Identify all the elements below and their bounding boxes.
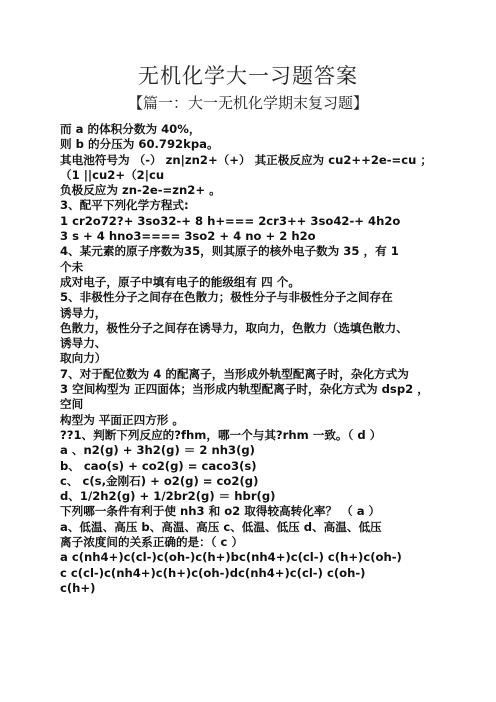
text-line: a c(nh4+)c(cl-)c(oh-)c(h+)bc(nh4+)c(cl-) c(h+)c(oh-) [60,550,402,565]
text-line: 1 cr2o72?+ 3so32-+ 8 h+=== 2cr3++ 3so42-+ 4h2o [60,213,401,228]
text-line: 个未 [60,259,84,274]
text-line: 取向力） [60,351,107,366]
text-line: 7、对于配位数为 4 的配离子，当形成外轨型配离子时，杂化方式为 [60,366,409,381]
text-line: b、 cao(s) + co2(g) = caco3(s) [60,458,257,473]
text-line: 空间 [60,397,84,412]
text-line: 离子浓度间的关系正确的是：（ c ） [60,535,244,550]
text-line: ??1、判断下列反应的?fhm，哪一个与其?rhm 一致。（ d ） [60,427,382,442]
text-line: 5、非极性分子之间存在色散力；极性分子与非极性分子之间存在 [60,290,393,305]
text-line: 负极反应为 zn-2e-=zn2+ 。 [60,183,221,198]
text-line: 而 a 的体积分数为 40%， [60,122,201,136]
text-line: 3、配平下列化学方程式: [60,198,189,213]
text-line: a 、n2(g) + 3h2(g) ＝ 2 nh3(g) [60,443,255,458]
text-line: 诱导力， [60,305,107,320]
text-line: 3 s + 4 hno3==== 3so2 + 4 no + 2 h2o [60,229,316,244]
text-line: （1 ||cu2+（2|cu [60,167,165,182]
text-line: 构型为 平面正四方形 。 [60,412,185,427]
text-line: 下列哪一条件有利于使 nh3 和 o2 取得较高转化率？ （ a ） [60,504,381,519]
text-line: c、 c(s,金刚石) + o2(g) = co2(g) [60,473,259,488]
text-line: c c(cl-)c(nh4+)c(h+)c(oh-)dc(nh4+)c(cl-) c(oh-) [60,565,366,580]
document-body [60,122,460,596]
text-line: 诱导力、 [60,336,107,351]
text-line: a、低温、高压 b、高温、高压 c、低温、低压 d、高温、低压 [60,519,382,534]
text-line: 3 空间构型为 正四面体；当形成内轨型配离子时，杂化方式为 dsp2 ， [60,382,429,397]
text-line: 色散力，极性分子之间存在诱导力，取向力，色散力（选填色散力、 [60,320,408,335]
text-line: 则 b 的分压为 60.792kpa。 [60,137,219,152]
document-title: 无机化学大一习题答案 [138,64,358,88]
text-line: d、1/2h2(g) + 1/2br2(g) ＝ hbr(g) [60,489,276,504]
text-line: 成对电子，原子中填有电子的能级组有 四 个。 [60,274,300,289]
text-line: c(h+) [60,580,96,595]
text-line: 其电池符号为 （-） zn|zn2+（+） 其正极反应为 cu2++2e-=cu ； [60,152,433,167]
document-subtitle: 【篇一：大一无机化学期末复习题】 [127,94,368,112]
text-line: 4、某元素的原子序数为35，则其原子的核外电子数为 35 ，有 1 [60,244,399,259]
